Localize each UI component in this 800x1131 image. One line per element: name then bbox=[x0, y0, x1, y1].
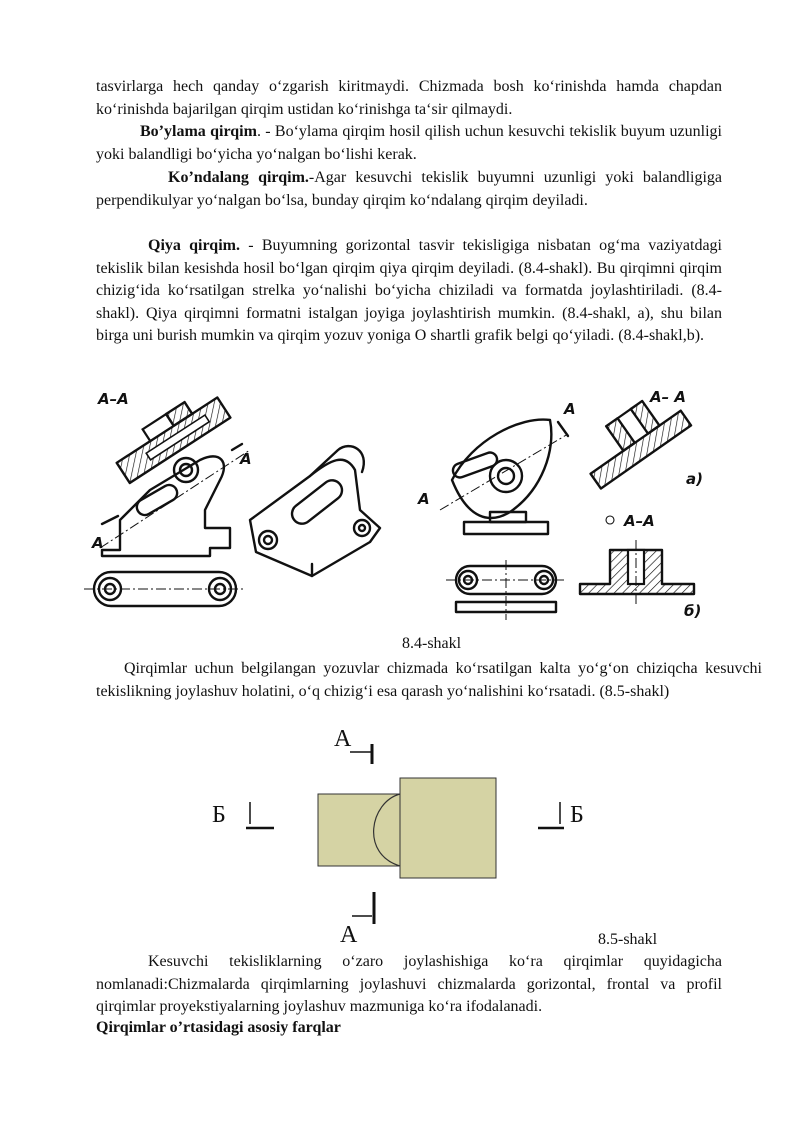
right-part-front-view bbox=[417, 400, 576, 534]
heading-asosiy-farqlar-text: Qirqimlar o’rtasidagi asosiy farqlar bbox=[96, 1019, 341, 1036]
label-aa-left: A–A bbox=[98, 390, 129, 408]
label-sub-a: а) bbox=[686, 470, 703, 488]
label-a-top: A bbox=[334, 726, 352, 752]
section-a-rotated bbox=[573, 386, 703, 488]
figure-8-4-caption: 8.4-shakl bbox=[402, 635, 462, 652]
left-part-front-view bbox=[91, 444, 252, 556]
paragraph-1 bbox=[96, 76, 722, 121]
label-aa-circle: A–A bbox=[624, 512, 655, 530]
right-part-top-view bbox=[446, 560, 566, 620]
paragraph-1-text: tasvirlarga hech qanday o‘zgarish kiritmaydi. Chizmada bosh ko‘rinishda hamda chapdan ko‘rinishda bajarilgan qirqim ustidan ko‘rinishga ta‘sir qilmaydi. bbox=[96, 78, 722, 118]
paragraph-yozuvlar-text: Qirqimlar uchun belgilangan yozuvlar chizmada ko‘rsatilgan kalta yo‘g‘on chiziqcha kesuvchi tekislikning joylashuv holatini, o‘q chizig‘i esa qarash yo‘nalishini ko‘rsatadi. (8.5-shakl) bbox=[96, 660, 762, 700]
paragraph-nomlanadi bbox=[96, 951, 722, 1019]
middle-isometric-part bbox=[250, 446, 380, 576]
figure-8-5-drawing bbox=[200, 724, 620, 946]
term-qiya-qirqim: Qiya qirqim. bbox=[148, 237, 240, 254]
label-a-arrow-right: A bbox=[564, 400, 576, 418]
rect-right bbox=[400, 778, 496, 878]
paragraph-nomlanadi-text: Kesuvchi tekisliklarning o‘zaro joylashishiga ko‘ra qirqimlar quyidagicha nomlanadi:Chizmalarda qirqimlarning joylashuvi chizmalarda gorizontal, frontal va profil qirqimlar proyekstiyalarning joylashuv mazmuniga ko‘ra ifodalanadi. bbox=[96, 953, 722, 1016]
label-aa-right: A– A bbox=[650, 388, 686, 406]
label-b-left: Б bbox=[212, 802, 226, 828]
heading-asosiy-farqlar bbox=[96, 1017, 722, 1040]
left-part-top-view bbox=[84, 572, 246, 606]
paragraph-qiya-text: - Buyumning gorizontal tasvir tekisligiga nisbatan og‘ma vaziyatdagi tekislik bilan kesishda hosil bo‘lgan qirqim qiya qirqim deyiladi. (8.4-shakl). Bu qirqimni qirqim chizig‘ida ko‘rsatilgan strelka yo‘nalishi bo‘yicha chiziladi va formatda joylashtiriladi. (8.4-shakl). Qiya qirqimni formatni istalgan joyiga joylashtirish mumkin. (8.4-shakl, a), shu bilan birga uni burish mumkin va qirqim yozuv yoniga O shartli grafik belgi qo‘yiladi. (8.4-shakl,b). bbox=[96, 237, 722, 345]
paragraph-kondalang-text: -Agar kesuvchi tekislik buyumni uzunligi yoki balandligiga perpendikulyar yo‘nalgan bo‘lsa, bunday qirqim ko‘ndalang qirqim deyiladi. bbox=[96, 169, 722, 209]
label-a-bottom: A bbox=[340, 922, 358, 946]
term-boylama-qirqim: Bo’ylama qirqim bbox=[140, 123, 257, 140]
paragraph-kondalang bbox=[96, 167, 722, 212]
term-kondalang-qirqim: Ko’ndalang qirqim. bbox=[168, 169, 309, 186]
paragraph-qiya bbox=[96, 235, 722, 348]
paragraph-boylama-text: . - Bo‘ylama qirqim hosil qilish uchun kesuvchi tekislik buyum uzunligi yoki balandligi bo‘yicha yo‘nalgan bo‘lishi kerak. bbox=[96, 123, 722, 163]
paragraph-boylama bbox=[96, 121, 722, 166]
rect-left bbox=[318, 794, 404, 866]
section-b bbox=[580, 512, 701, 620]
label-b-right: Б bbox=[570, 802, 584, 828]
label-a-arrow-left: A bbox=[240, 450, 252, 468]
figure-8-4-drawing bbox=[80, 380, 720, 630]
label-a-small-left: A bbox=[92, 534, 104, 552]
paragraph-yozuvlar bbox=[96, 658, 762, 703]
figure-8-5-caption: 8.5-shakl bbox=[598, 931, 658, 948]
label-a-arrow-right-lower: A bbox=[418, 490, 430, 508]
label-sub-b: б) bbox=[684, 602, 702, 620]
